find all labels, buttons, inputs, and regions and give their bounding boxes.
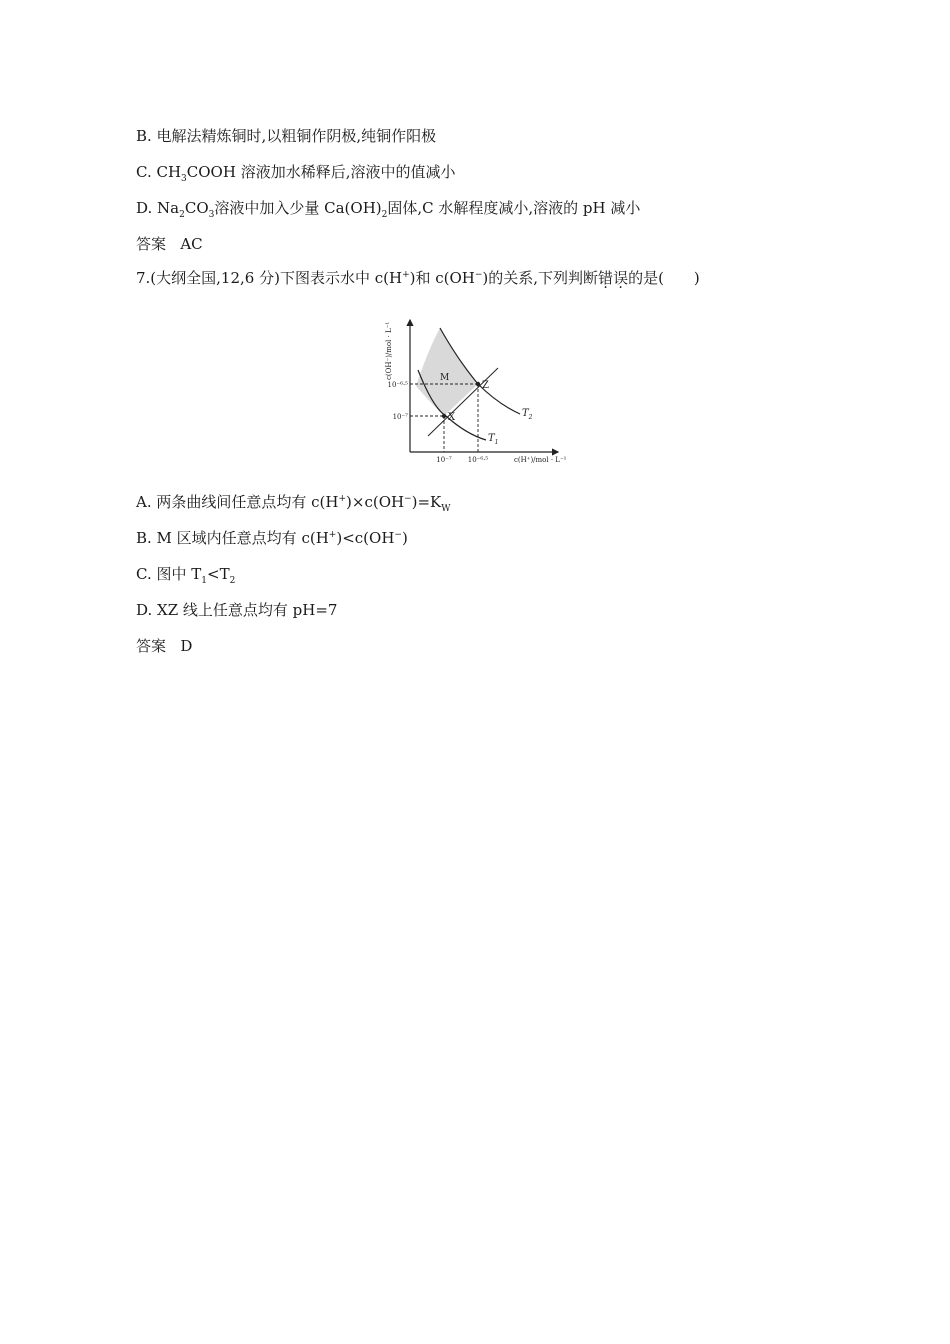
option-7a-text-2: )×c(OH xyxy=(346,493,405,511)
x-axis-label: c(H⁺)/mol · L⁻¹ xyxy=(514,456,567,464)
option-7a-sub: W xyxy=(441,504,451,514)
option-7c-text-1: C. 图中 T xyxy=(136,565,202,583)
x-tick-high: 10⁻⁶·⁵ xyxy=(467,456,489,464)
option-7a-text-3: )=K xyxy=(411,493,442,511)
option-7c-sub-2: 2 xyxy=(229,576,236,586)
region-m-label: M xyxy=(440,373,450,383)
option-6b xyxy=(136,126,436,146)
point-x-marker xyxy=(442,414,446,418)
y-tick-high: 10⁻⁶·⁵ xyxy=(387,381,408,389)
option-6d-text-2: CO xyxy=(184,199,209,217)
option-6d-text-4: 固体,C 水解程度减小,溶液的 pH 减小 xyxy=(387,199,641,217)
option-7b-sup-1: + xyxy=(328,530,337,540)
option-6d-text-1: D. Na xyxy=(136,199,180,217)
option-7b-text-1: B. M 区域内任意点均有 c(H xyxy=(136,529,329,547)
option-7a xyxy=(136,492,451,512)
option-7c xyxy=(136,564,235,584)
option-6d-sub-3: 2 xyxy=(381,210,388,220)
water-ion-product-figure xyxy=(378,300,578,470)
q7-stem-1: 7.(大纲全国,12,6 分)下图表示水中 c(H xyxy=(136,269,403,287)
y-axis-label: c(OH⁻)/mol · L⁻¹ xyxy=(385,321,393,380)
option-7b xyxy=(136,528,408,548)
curve-t1-sub: 1 xyxy=(494,439,499,446)
curve-t1-letter: T xyxy=(488,433,495,444)
q7-emphasis-2: 误 xyxy=(613,269,629,287)
answer-7-value: D xyxy=(180,637,193,655)
option-6c-sub: 3 xyxy=(181,174,187,184)
option-6d-text-3: 溶液中加入少量 Ca(OH) xyxy=(214,199,382,217)
question-7-stem xyxy=(136,268,700,288)
q7-emphasis-1: 错 xyxy=(598,269,614,287)
option-7c-sub-1: 1 xyxy=(201,576,207,586)
answer-6-label: 答案 xyxy=(136,235,167,253)
answer-6-value: AC xyxy=(180,235,203,253)
q7-stem-4: 的是( ) xyxy=(628,269,700,287)
curve-t2-letter: T xyxy=(522,408,529,419)
point-x-label: X xyxy=(448,412,456,423)
answer-6 xyxy=(136,234,203,254)
option-7a-sup-2: − xyxy=(404,494,412,504)
option-7d-text: D. XZ 线上任意点均有 pH=7 xyxy=(136,601,338,619)
option-7c-text-2: <T xyxy=(207,565,230,583)
y-tick-low: 10⁻⁷ xyxy=(392,413,408,421)
option-7a-sup-1: + xyxy=(338,494,347,504)
option-7b-text-2: )<c(OH xyxy=(336,529,395,547)
option-6c xyxy=(136,162,455,182)
option-6c-text-1: C. CH xyxy=(136,163,182,181)
option-6d-sub-2: 3 xyxy=(208,210,215,220)
curve-t2-sub: 2 xyxy=(528,414,533,421)
curve-t1-label xyxy=(488,433,499,446)
option-7a-text-1: A. 两条曲线间任意点均有 c(H xyxy=(136,493,339,511)
q7-stem-3: )的关系,下列判断 xyxy=(482,269,599,287)
answer-7-label: 答案 xyxy=(136,637,167,655)
q7-sup-plus: + xyxy=(402,270,410,280)
q7-sup-minus: − xyxy=(474,270,483,280)
option-6b-text: B. 电解法精炼铜时,以粗铜作阴极,纯铜作阳极 xyxy=(136,127,437,145)
option-6c-text-2: COOH 溶液加水稀释后,溶液中的值减小 xyxy=(186,163,456,181)
x-tick-low: 10⁻⁷ xyxy=(436,456,452,464)
curve-t2-label xyxy=(522,408,533,421)
point-z-label: Z xyxy=(482,380,489,391)
option-6d-sub-1: 2 xyxy=(179,210,185,220)
option-6d xyxy=(136,198,640,218)
option-7d xyxy=(136,600,337,620)
option-7b-text-3: ) xyxy=(401,529,408,547)
option-7b-sup-2: − xyxy=(394,530,402,540)
q7-stem-2: )和 c(OH xyxy=(409,269,475,287)
answer-7 xyxy=(136,636,192,656)
point-z-marker xyxy=(476,382,480,386)
